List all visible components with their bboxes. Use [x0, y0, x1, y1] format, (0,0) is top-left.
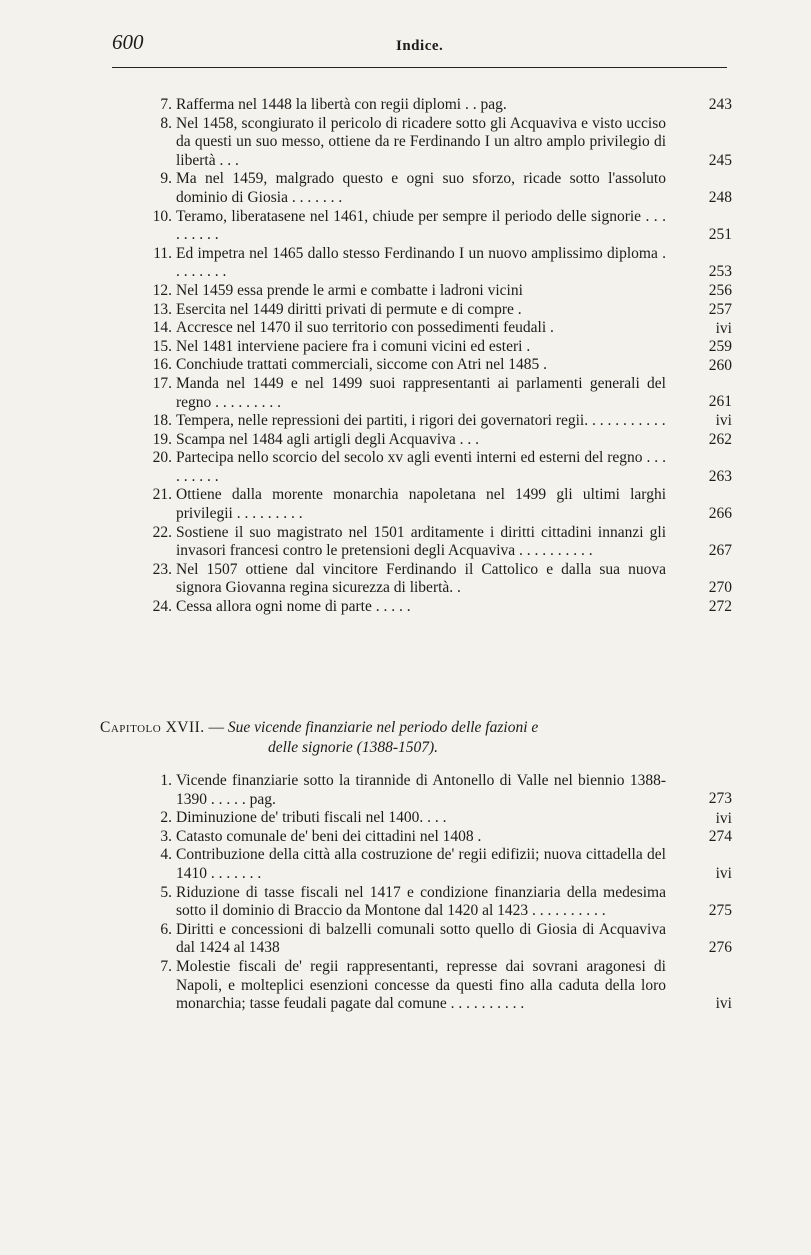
entry-number: 13. — [152, 300, 172, 318]
entry-text: Riduzione di tasse fiscali nel 1417 e condizione finanziaria della medesima sotto il dominio di Braccio da Montone dal 1420 al 1423 . . . . . . . . . . — [176, 883, 666, 920]
entry-page: 257 — [708, 300, 732, 318]
toc-entry — [132, 846, 732, 883]
entry-page: 267 — [708, 542, 732, 560]
entry-text: Contribuzione della città alla costruzione de' regii edifizii; nuova cittadella del 1410 . . . . . . . — [176, 846, 666, 882]
entry-number: 7. — [160, 96, 172, 113]
toc-entry — [132, 561, 732, 598]
toc-entry — [132, 449, 732, 486]
entry-number: 15. — [152, 337, 172, 355]
entry-page: ivi — [715, 864, 732, 882]
entry-text: Vicende finanziarie sotto la tirannide di Antonello di Valle nel biennio 1388-1390 . . . . . pag. — [176, 772, 666, 808]
entry-number: 6. — [160, 920, 172, 938]
entry-page: 263 — [708, 467, 732, 485]
entry-number: 10. — [152, 207, 172, 225]
entry-page: ivi — [715, 995, 732, 1013]
chapter-title-line2: delle signorie (1388-1507). — [268, 739, 439, 756]
toc-entry — [132, 301, 732, 320]
toc-section-chapter-xvi — [132, 96, 732, 617]
entry-number: 20. — [152, 449, 172, 467]
entry-text: Rafferma nel 1448 la libertà con regii diplomi . . pag. — [176, 96, 507, 113]
entry-number: 21. — [152, 486, 172, 504]
entry-text: Nel 1459 essa prende le armi e combatte i ladroni vicini — [176, 281, 523, 299]
toc-entry — [132, 245, 732, 282]
entry-text: Tempera, nelle repressioni dei partiti, i rigori dei governatori regii. . . . . . . . . . . — [176, 412, 666, 430]
toc-entry — [132, 338, 732, 357]
entry-page: ivi — [715, 412, 732, 430]
toc-entry — [132, 828, 732, 847]
entry-page: 259 — [708, 338, 732, 356]
entry-number: 9. — [160, 170, 172, 188]
toc-entry — [132, 921, 732, 958]
entry-number: 5. — [160, 883, 172, 901]
entry-text: Ed impetra nel 1465 dallo stesso Ferdinando I un nuovo amplissimo diploma . . . . . . . . — [176, 244, 666, 281]
entry-number: 7. — [160, 957, 172, 975]
entry-text: Cessa allora ogni nome di parte . . . . . — [176, 598, 411, 616]
entry-number: 3. — [160, 827, 172, 845]
entry-number: 11. — [153, 244, 172, 262]
entry-page: 275 — [708, 901, 732, 919]
entry-text: Manda nel 1449 e nel 1499 suoi rappresentanti ai parlamenti generali del regno . . . . . . . . . — [176, 374, 666, 411]
entry-number: 23. — [152, 560, 172, 578]
entry-number: 12. — [152, 281, 172, 299]
toc-section-chapter-xvii — [132, 772, 732, 1014]
entry-page: 270 — [708, 579, 732, 597]
toc-entry — [132, 356, 732, 375]
entry-page: 261 — [708, 393, 732, 411]
chapter-dash: — — [208, 719, 225, 736]
chapter-title-line1: Sue vicende finanziarie nel periodo delle fazioni e — [227, 719, 539, 736]
toc-entry — [132, 115, 732, 171]
entry-page: 274 — [708, 828, 732, 846]
chapter-label: Capitolo XVII. — [100, 719, 205, 736]
toc-entry — [132, 96, 732, 115]
entry-number: 4. — [160, 846, 172, 864]
toc-entry — [132, 431, 732, 450]
toc-entry — [132, 884, 732, 921]
entry-page: 251 — [708, 225, 732, 243]
entry-number: 1. — [160, 772, 172, 789]
toc-entry — [132, 170, 732, 207]
toc-entry — [132, 319, 732, 338]
entry-text: Nel 1458, scongiurato il pericolo di ricadere sotto gli Acquaviva e visto ucciso da questi un suo messo, ottiene da re Ferdinando I un altro amplo privilegio di libertà . . . — [176, 114, 666, 169]
entry-page: 276 — [708, 939, 732, 957]
entry-number: 16. — [152, 356, 172, 374]
entry-text: Accresce nel 1470 il suo territorio con possedimenti feudali . — [176, 319, 554, 337]
entry-page: 248 — [708, 188, 732, 206]
entry-number: 2. — [160, 809, 172, 827]
entry-number: 8. — [160, 114, 172, 132]
running-title: Indice. — [396, 38, 444, 54]
entry-page: ivi — [715, 319, 732, 337]
entry-text: Nel 1481 interviene paciere fra i comuni vicini ed esteri . — [176, 337, 531, 355]
entry-text: Partecipa nello scorcio del secolo xv agli eventi interni ed esterni del regno . . . . . . . . . — [176, 449, 666, 485]
entry-page: 253 — [708, 263, 732, 281]
entry-text: Catasto comunale de' beni dei cittadini nel 1408 . — [176, 827, 482, 845]
entry-text: Scampa nel 1484 agli artigli degli Acquaviva . . . — [176, 430, 480, 448]
entry-number: 14. — [152, 319, 172, 337]
toc-entry — [132, 486, 732, 523]
entry-text: Ottiene dalla morente monarchia napoletana nel 1499 gli ultimi larghi privilegii . . . . . . . . . — [176, 486, 666, 523]
entry-text: Diminuzione de' tributi fiscali nel 1400. . . . — [176, 809, 447, 827]
entry-text: Ma nel 1459, malgrado questo e ogni suo sforzo, ricade sotto l'assoluto dominio di Giosia . . . . . . . — [176, 170, 666, 206]
entry-number: 18. — [152, 412, 172, 430]
entry-number: 22. — [152, 523, 172, 541]
entry-number: 17. — [152, 374, 172, 392]
entry-text: Sostiene il suo magistrato nel 1501 arditamente i diritti cittadini innanzi gli invasori francesi contro le pretensioni degli Acquaviva . . . . . . . . . . — [176, 523, 666, 560]
header-rule — [112, 67, 727, 68]
entry-text: Nel 1507 ottiene dal vincitore Ferdinando il Cattolico e dalla sua nuova signora Giovanna regina sicurezza di libertà. . — [176, 560, 666, 597]
entry-page: ivi — [715, 809, 732, 827]
entry-page: 256 — [708, 282, 732, 300]
toc-entry — [132, 958, 732, 1014]
toc-entry — [132, 282, 732, 301]
entry-page: 245 — [708, 151, 732, 169]
entry-text: Teramo, liberatasene nel 1461, chiude per sempre il periodo delle signorie . . . . . . . . . — [176, 207, 666, 244]
entry-page: 260 — [708, 356, 732, 374]
entry-text: Molestie fiscali de' regii rappresentanti, represse dai sovrani aragonesi di Napoli, e molteplici esenzioni concesse da questi fino alla caduta della loro monarchia; tasse feudali pagate dal comune . . . . . . . . . . — [176, 957, 666, 1013]
entry-page: 273 — [708, 790, 732, 808]
entry-number: 19. — [152, 430, 172, 448]
toc-entry — [132, 598, 732, 617]
entry-page: 262 — [708, 431, 732, 449]
toc-entry — [132, 772, 732, 809]
toc-entry — [132, 524, 732, 561]
toc-entry — [132, 375, 732, 412]
chapter-heading — [100, 718, 660, 758]
toc-entry — [132, 412, 732, 431]
entry-page: 272 — [708, 598, 732, 616]
entry-text: Diritti e concessioni di balzelli comunali sotto quello di Giosia di Acquaviva dal 1424 al 1438 — [176, 920, 666, 957]
toc-entry — [132, 208, 732, 245]
toc-entry — [132, 809, 732, 828]
entry-text: Conchiude trattati commerciali, siccome con Atri nel 1485 . — [176, 356, 548, 374]
entry-page: 266 — [708, 504, 732, 522]
entry-number: 24. — [152, 598, 172, 616]
page-number: 600 — [112, 30, 144, 54]
entry-text: Esercita nel 1449 diritti privati di permute e di compre . — [176, 300, 522, 318]
entry-page: 243 — [708, 96, 732, 114]
